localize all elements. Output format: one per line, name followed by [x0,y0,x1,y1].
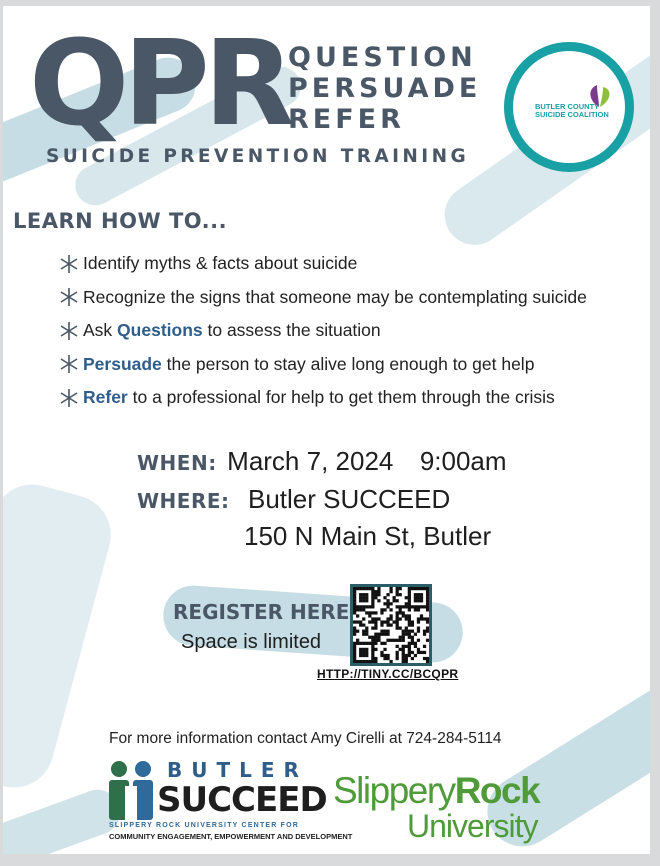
contact-info: For more information contact Amy Cirelli at 724-284-5114 [109,730,502,747]
butler-succeed-logo [105,758,353,848]
coalition-logo-text: BUTLER COUNTY SUICIDE COALITION [535,102,609,119]
asterisk-star-icon [59,254,79,274]
space-limited-note: Space is limited [181,631,322,653]
learn-heading: LEARN HOW TO... [13,209,228,233]
keyword-questions: Questions [117,320,203,341]
qpr-acronym: QPR [29,14,289,152]
qr-code[interactable] [350,584,432,666]
sru-university: University [407,808,538,844]
register-link[interactable]: HTTP://TINY.CC/BCQPR [317,667,459,681]
where-label: WHERE: [137,489,230,513]
flyer-page [3,6,650,854]
event-time: 9:00am [419,446,507,476]
list-item: Refer to a professional for help to get them through the crisis [59,381,587,415]
people-figures-icon [105,760,161,822]
word-refer: REFER [288,104,405,135]
when-row [137,446,507,477]
event-address: 150 N Main St, Butler [244,521,492,551]
asterisk-star-icon [59,354,79,374]
coalition-logo [504,42,634,172]
keyword-refer: Refer [83,387,128,408]
asterisk-star-icon [59,287,79,307]
list-item: Ask Questions to assess the situation [59,314,587,348]
asterisk-star-icon [59,321,79,341]
keyword-persuade: Persuade [83,353,162,374]
learn-list [59,247,587,415]
list-item: Identify myths & facts about suicide [59,247,587,281]
event-venue: Butler SUCCEED [247,484,451,514]
training-subtitle: SUICIDE PREVENTION TRAINING [46,146,470,167]
event-date: March 7, 2024 [227,446,394,476]
list-item: Recognize the signs that someone may be contemplating suicide [59,281,587,315]
register-heading: REGISTER HERE [173,600,350,624]
succeed-sub1: SLIPPERY ROCK UNIVERSITY CENTER FOR [109,822,300,829]
word-question: QUESTION [288,42,477,73]
brush-stroke-left [3,476,120,797]
qpr-words [288,42,481,135]
succeed-main: SUCCEED [157,780,327,820]
succeed-sub2: COMMUNITY ENGAGEMENT, EMPOWERMENT AND DEVELOPMENT [109,832,353,841]
where-row [137,484,450,515]
when-label: WHEN: [137,451,217,475]
list-item: Persuade the person to stay alive long enough to get help [59,348,587,382]
word-persuade: PERSUADE [288,73,482,104]
qr-code-icon [353,587,429,663]
asterisk-star-icon [59,388,79,408]
slippery-rock-logo [333,770,540,844]
sru-name: SlipperyRock [333,770,540,811]
succeed-top: BUTLER [167,758,308,782]
